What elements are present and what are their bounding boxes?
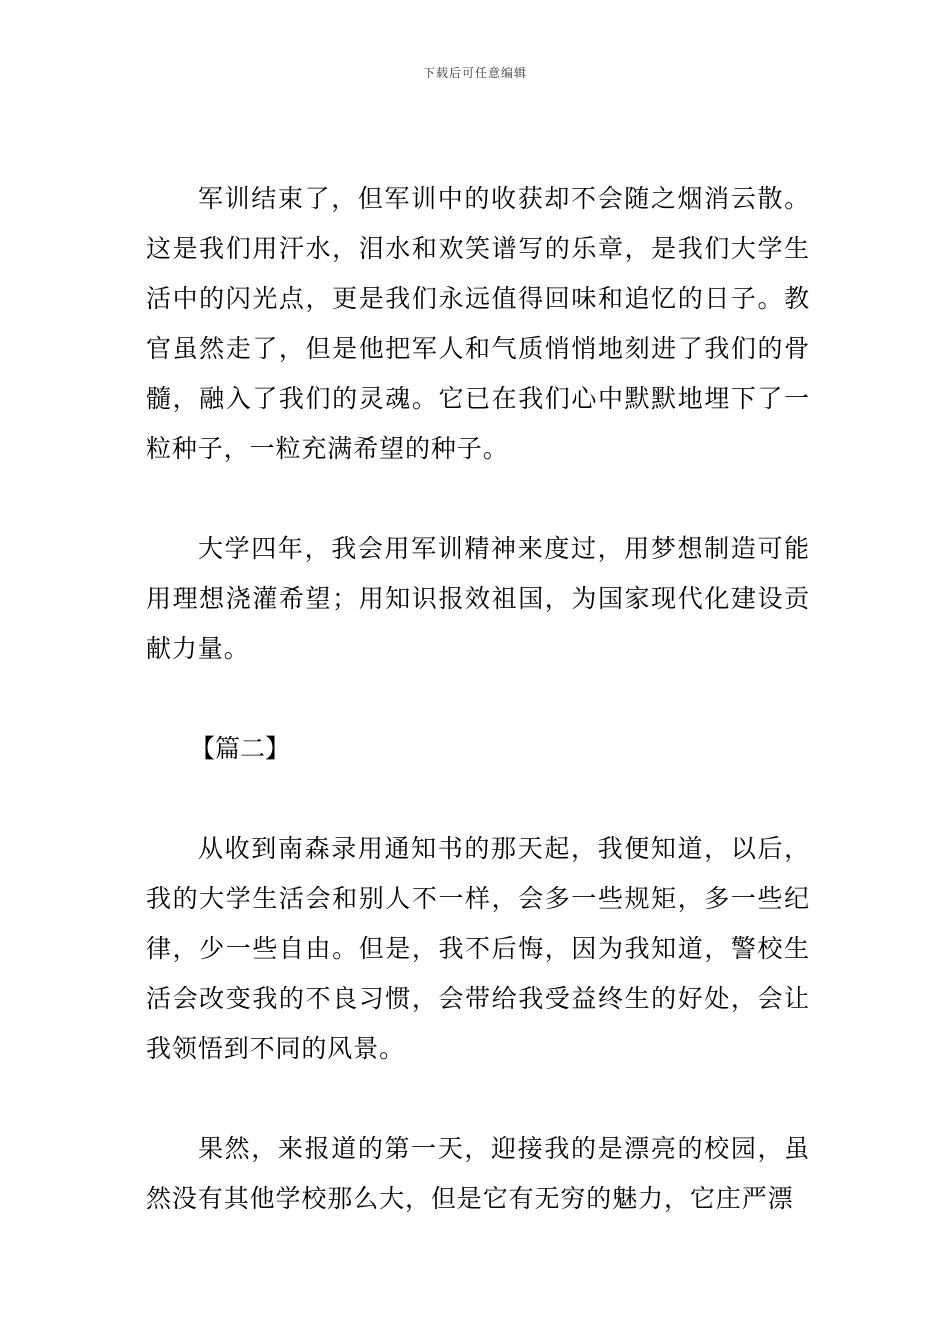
paragraph-first-day: 果然，来报道的第一天，迎接我的是漂亮的校园，虽然没有其他学校那么大，但是它有无穷的魅力，它庄严漂 — [146, 1134, 810, 1213]
paragraph-spacer — [146, 474, 810, 524]
paragraph-spacer — [146, 774, 810, 824]
header-note: 下载后可任意编辑 — [422, 66, 527, 80]
paragraph-university-four-years: 大学四年，我会用军训精神来度过，用梦想制造可能用理想浇灌希望；用知识报效祖国，为国家现代化建设贡献力量。 — [146, 534, 810, 663]
paragraph-spacer — [146, 1074, 810, 1124]
section-title: 【篇二】 — [190, 734, 291, 763]
paragraph-military-training-end: 军训结束了，但军训中的收获却不会随之烟消云散。这是我们用汗水，泪水和欢笑谱写的乐章，是我们大学生活中的闪光点，更是我们永远值得回味和追忆的日子。教官虽然走了，但是他把军人和气质悄悄地刻进了我们的骨髓，融入了我们的灵魂。它已在我们心中默默地埋下了一粒种子，一粒充满希望的种子。 — [146, 184, 810, 463]
paragraph-admission-notice: 从收到南森录用通知书的那天起，我便知道，以后，我的大学生活会和别人不一样，会多一些规矩，多一些纪律，少一些自由。但是，我不后悔，因为我知道，警校生活会改变我的不良习惯，会带给我受益终生的好处，会让我领悟到不同的风景。 — [146, 834, 810, 1063]
document-body — [146, 174, 810, 1224]
paragraph-spacer — [146, 674, 810, 724]
